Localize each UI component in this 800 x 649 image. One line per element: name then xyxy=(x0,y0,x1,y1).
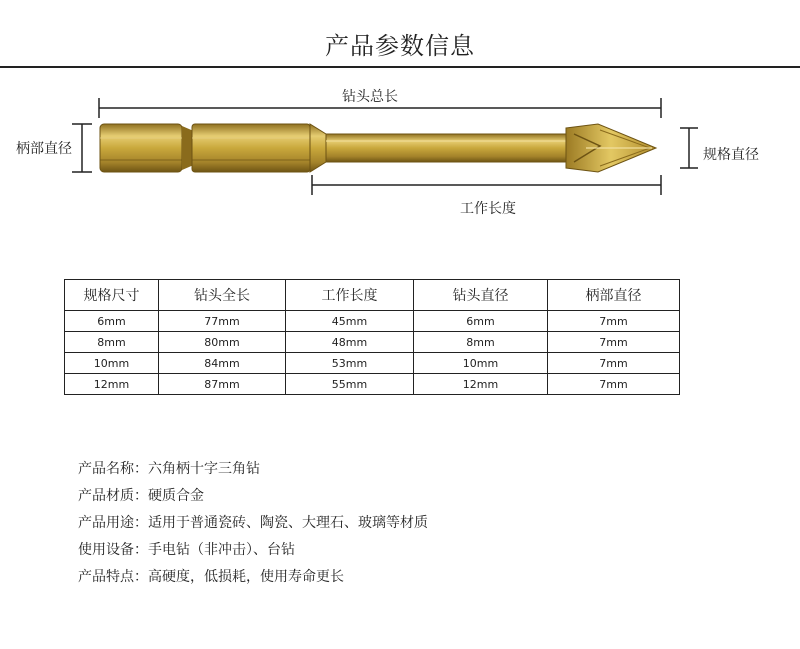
drill-bit-diagram xyxy=(0,80,800,220)
table-row xyxy=(65,353,680,374)
table-row xyxy=(65,374,680,395)
header-cell-bit-diameter: 钻头直径 xyxy=(414,280,548,311)
info-row-product-name xyxy=(78,456,428,483)
drill-bit xyxy=(100,124,656,172)
table-cell: 10mm xyxy=(414,353,548,374)
spec-table xyxy=(64,279,680,395)
info-label: 产品材质： xyxy=(78,488,148,504)
page-title: 产品参数信息 xyxy=(325,32,475,60)
table-row xyxy=(65,332,680,353)
header-cell-total-length: 钻头全长 xyxy=(159,280,286,311)
info-label: 产品特点： xyxy=(78,569,148,585)
spec-diameter-label: 规格直径 xyxy=(703,147,759,163)
table-cell: 45mm xyxy=(286,311,414,332)
shank-diameter-label: 柄部直径 xyxy=(16,141,72,157)
title-divider xyxy=(0,66,800,68)
info-value: 高硬度，低损耗，使用寿命更长 xyxy=(148,569,344,585)
info-row-features xyxy=(78,564,428,591)
table-header-row xyxy=(65,280,680,311)
table-cell: 12mm xyxy=(414,374,548,395)
header-cell-working-length: 工作长度 xyxy=(286,280,414,311)
product-info-list xyxy=(78,456,428,591)
table-cell: 6mm xyxy=(414,311,548,332)
table-cell: 6mm xyxy=(65,311,159,332)
header-cell-shank-diameter: 柄部直径 xyxy=(548,280,680,311)
table-cell: 7mm xyxy=(548,332,680,353)
shank-diameter-dimension xyxy=(72,124,92,172)
table-cell: 7mm xyxy=(548,353,680,374)
table-cell: 77mm xyxy=(159,311,286,332)
info-row-usage xyxy=(78,510,428,537)
info-row-equipment xyxy=(78,537,428,564)
working-length-label: 工作长度 xyxy=(460,201,516,217)
info-row-material xyxy=(78,483,428,510)
table-cell: 53mm xyxy=(286,353,414,374)
table-cell: 87mm xyxy=(159,374,286,395)
table-cell: 8mm xyxy=(65,332,159,353)
table-cell: 80mm xyxy=(159,332,286,353)
info-value: 六角柄十字三角钻 xyxy=(148,461,260,477)
info-value: 手电钻（非冲击）、台钻 xyxy=(148,542,295,558)
table-cell: 48mm xyxy=(286,332,414,353)
table-row xyxy=(65,311,680,332)
info-value: 硬质合金 xyxy=(148,488,204,504)
table-cell: 55mm xyxy=(286,374,414,395)
total-length-label: 钻头总长 xyxy=(342,89,398,105)
table-cell: 7mm xyxy=(548,311,680,332)
table-cell: 84mm xyxy=(159,353,286,374)
table-cell: 12mm xyxy=(65,374,159,395)
header-cell-spec-size: 规格尺寸 xyxy=(65,280,159,311)
table-cell: 10mm xyxy=(65,353,159,374)
table-cell: 8mm xyxy=(414,332,548,353)
info-label: 产品名称： xyxy=(78,461,148,477)
working-length-dimension xyxy=(312,175,661,195)
spec-diameter-dimension xyxy=(680,128,698,168)
info-label: 产品用途： xyxy=(78,515,148,531)
info-value: 适用于普通瓷砖、陶瓷、大理石、玻璃等材质 xyxy=(148,515,428,531)
info-label: 使用设备： xyxy=(78,542,148,558)
table-cell: 7mm xyxy=(548,374,680,395)
